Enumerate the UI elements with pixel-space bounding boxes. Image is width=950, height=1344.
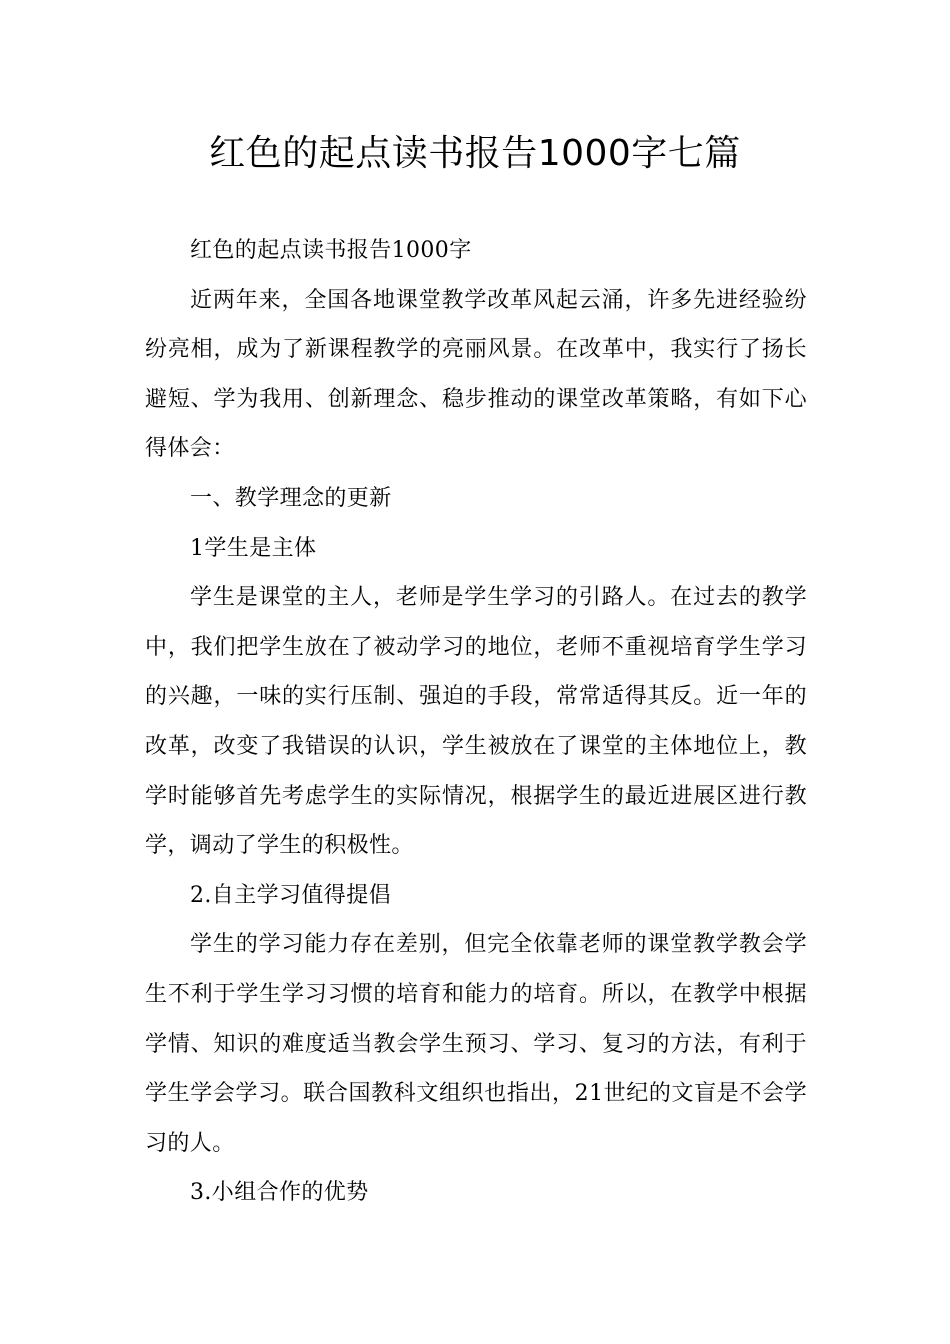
subheading-2: 2.自主学习值得提倡 bbox=[190, 882, 391, 908]
document-title: 红色的起点读书报告1000字七篇 bbox=[209, 133, 741, 174]
subheading-3: 3.小组合作的优势 bbox=[190, 1180, 369, 1206]
paragraph-intro: 近两年来，全国各地课堂教学改革风起云涌，许多先进经验纷纷亮相，成为了新课程教学的亮丽风景。在改革中，我实行了扬长避短、学为我用、创新理念、稳步推动的课堂改革策略，有如下心得体会： bbox=[145, 287, 807, 462]
paragraph-student-subject: 学生是课堂的主人，老师是学生学习的引路人。在过去的教学中，我们把学生放在了被动学习的地位，老师不重视培育学生学习的兴趣，一味的实行压制、强迫的手段，常常适得其反。近一年的改革，改变了我错误的认识，学生被放在了课堂的主体地位上，教学时能够首先考虑学生的实际情况，根据学生的最近进展区进行教学，调动了学生的积极性。 bbox=[145, 585, 807, 859]
paragraph-subtitle: 红色的起点读书报告1000字 bbox=[190, 238, 472, 263]
section-heading-1: 一、教学理念的更新 bbox=[190, 485, 392, 511]
paragraph-self-study: 学生的学习能力存在差别，但完全依靠老师的课堂教学教会学生不利于学生学习习惯的培育和能力的培育。所以，在教学中根据学情、知识的难度适当教会学生预习、学习、复习的方法，有利于学生学会学习。联合国教科文组织也指出，21世纪的文盲是不会学习的人。 bbox=[145, 932, 807, 1156]
subheading-1: 1学生是主体 bbox=[190, 535, 317, 561]
document-body bbox=[145, 226, 807, 1218]
